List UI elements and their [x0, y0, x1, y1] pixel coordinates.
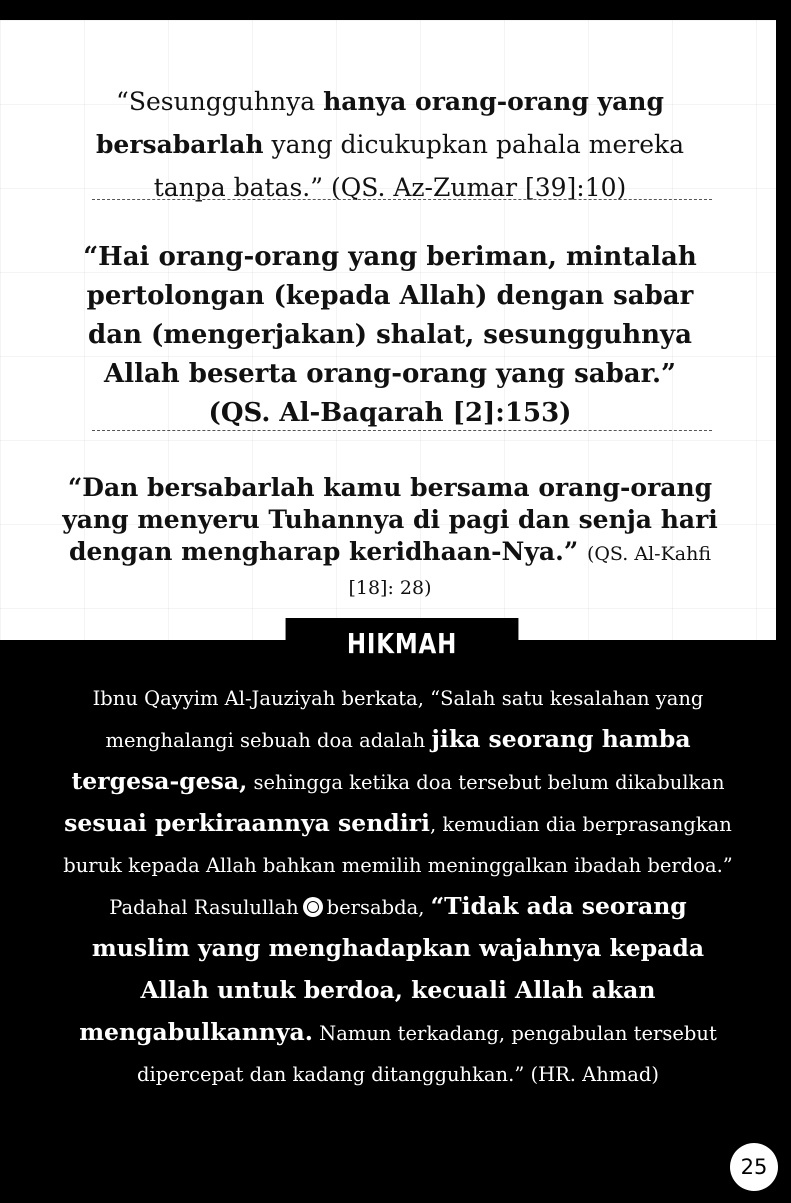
quote-1-bold-2: bersabarlah — [95, 130, 264, 159]
hikmah-part-3: , kemudian dia berprasangkan buruk kepada Allah bahkan memilih meninggalkan ibadah berdoa.” Padahal Rasulullah — [63, 813, 733, 919]
quote-3-reference: (QS. Al-Kahfi [18]: 28) — [348, 543, 711, 599]
quotes-panel — [0, 20, 776, 640]
hikmah-part-4: bersabda, — [326, 896, 431, 919]
dashed-divider-1 — [92, 199, 712, 200]
quote-al-baqarah — [60, 238, 720, 433]
hikmah-part-5: Namun terkadang, pengabulan tersebut dipercepat dan kadang ditangguhkan.” (HR. Ahmad) — [136, 1022, 717, 1086]
top-border — [0, 0, 791, 22]
quote-3-text: “Dan bersabarlah kamu bersama orang-orang yang menyeru Tuhannya di pagi dan senja hari dengan mengharap keridhaan-Nya.” — [62, 473, 718, 566]
quote-al-kahfi — [60, 472, 720, 604]
page-number: 25 — [730, 1143, 778, 1191]
quote-1-pre: “Sesungguhnya — [116, 87, 324, 116]
quote-1-post: yang dicukupkan pahala mereka tanpa batas.” (QS. Az-Zumar [39]:10) — [153, 130, 685, 202]
dashed-divider-2 — [92, 430, 712, 431]
quote-2-text: “Hai orang-orang yang beriman, mintalah pertolongan (kepada Allah) dengan sabar dan (mengerjakan) shalat, sesungguhnya Allah beserta orang-orang yang sabar.” — [83, 242, 697, 389]
quote-1-bold-1: hanya orang-orang yang — [323, 87, 664, 116]
salawat-icon — [303, 897, 323, 917]
hikmah-bold-2: sesuai perkiraannya sendiri — [64, 809, 430, 837]
hikmah-part-2: sehingga ketika doa tersebut belum dikabulkan — [247, 771, 725, 794]
hikmah-text — [60, 678, 736, 1095]
quote-2-reference: (QS. Al-Baqarah [2]:153) — [208, 398, 572, 428]
hikmah-bold-3: “Tidak ada seorang muslim yang menghadapkan wajahnya kepada Allah untuk berdoa, kecuali Allah akan mengabulkannya. — [79, 892, 705, 1046]
hikmah-part-1: Ibnu Qayyim Al-Jauziyah berkata, “Salah satu kesalahan yang menghalangi sebuah doa adalah — [92, 687, 704, 752]
hikmah-heading: HIKMAH — [286, 618, 519, 670]
hikmah-bold-1: jika seorang hamba tergesa-gesa, — [71, 725, 691, 795]
quote-az-zumar — [60, 80, 720, 209]
